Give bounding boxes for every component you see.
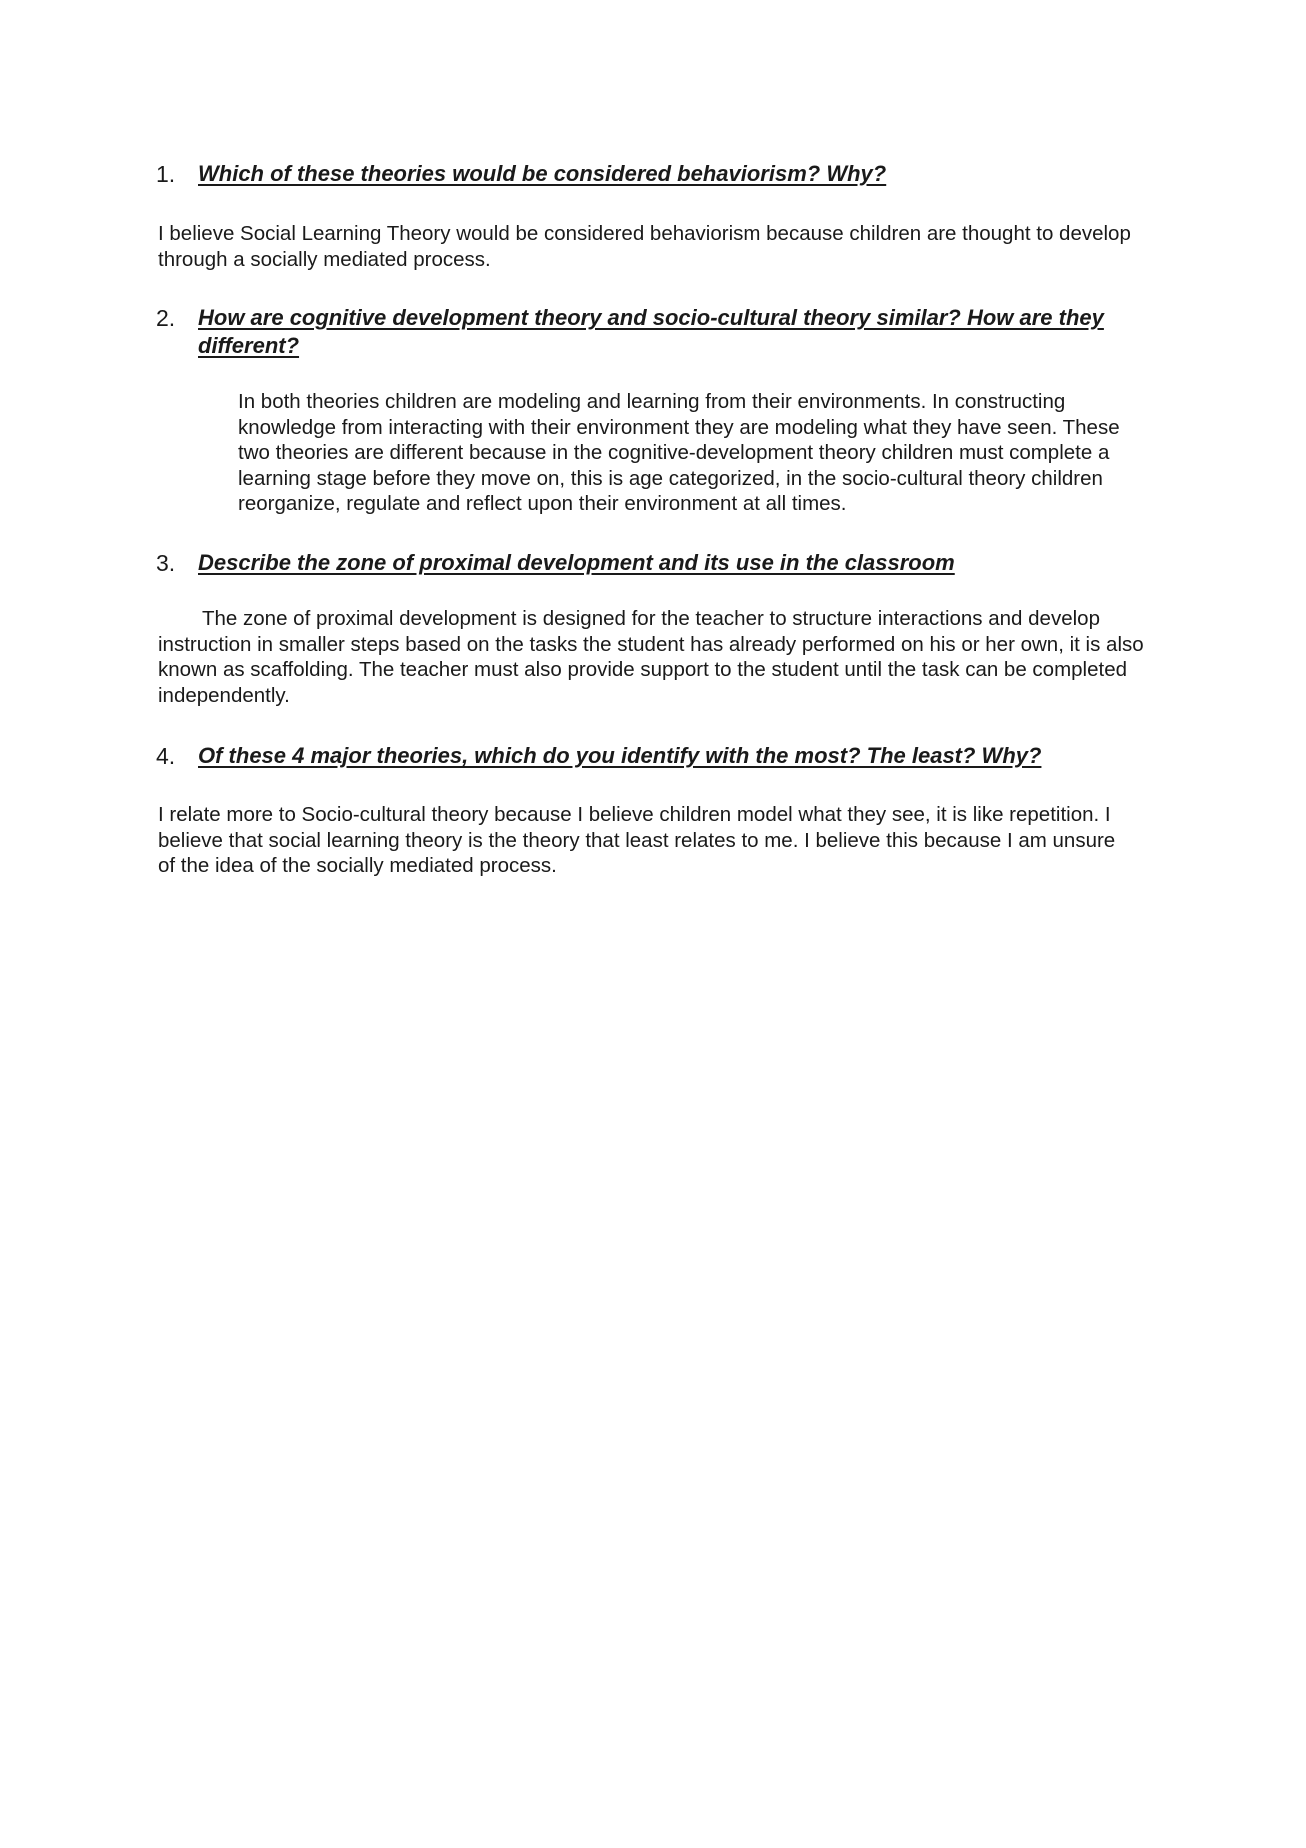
question-number: 2.	[156, 305, 176, 331]
answer-4: I relate more to Socio-cultural theory because I believe children model what they see, it is like repetition. I believe that social learning theory is the theory that least relates to me. I believe this because I am unsure of the idea of the socially mediated process.	[158, 803, 1116, 877]
question-text: Describe the zone of proximal development and its use in the classroom	[198, 550, 955, 575]
question-2	[156, 304, 1148, 360]
question-3	[156, 549, 1158, 577]
answer-1: I believe Social Learning Theory would be considered behaviorism because children are thought to develop through a socially mediated process.	[158, 222, 1131, 271]
question-number: 1.	[156, 161, 176, 187]
answer-2: In both theories children are modeling and learning from their environments. In constructing knowledge from interacting with their environment they are modeling what they have seen. These two theories are different because in the cognitive-development theory children must complete a learning stage before they move on, this is age categorized, in the socio-cultural theory children reorganize, regulate and reflect upon their environment at all times.	[238, 390, 1120, 515]
question-text: Of these 4 major theories, which do you identify with the most? The least? Why?	[198, 743, 1042, 768]
question-number: 3.	[156, 550, 176, 576]
question-text: How are cognitive development theory and socio-cultural theory similar? How are they different?	[198, 305, 1104, 358]
answer-3: The zone of proximal development is designed for the teacher to structure interactions and develop instruction in smaller steps based on the tasks the student has already performed on his or her own, it is also known as scaffolding. The teacher must also provide support to the student until the task can be completed independently.	[158, 607, 1144, 707]
question-4	[156, 742, 1158, 770]
question-1	[156, 160, 1158, 188]
question-number: 4.	[156, 743, 176, 769]
question-text: Which of these theories would be considered behaviorism? Why?	[198, 161, 887, 186]
